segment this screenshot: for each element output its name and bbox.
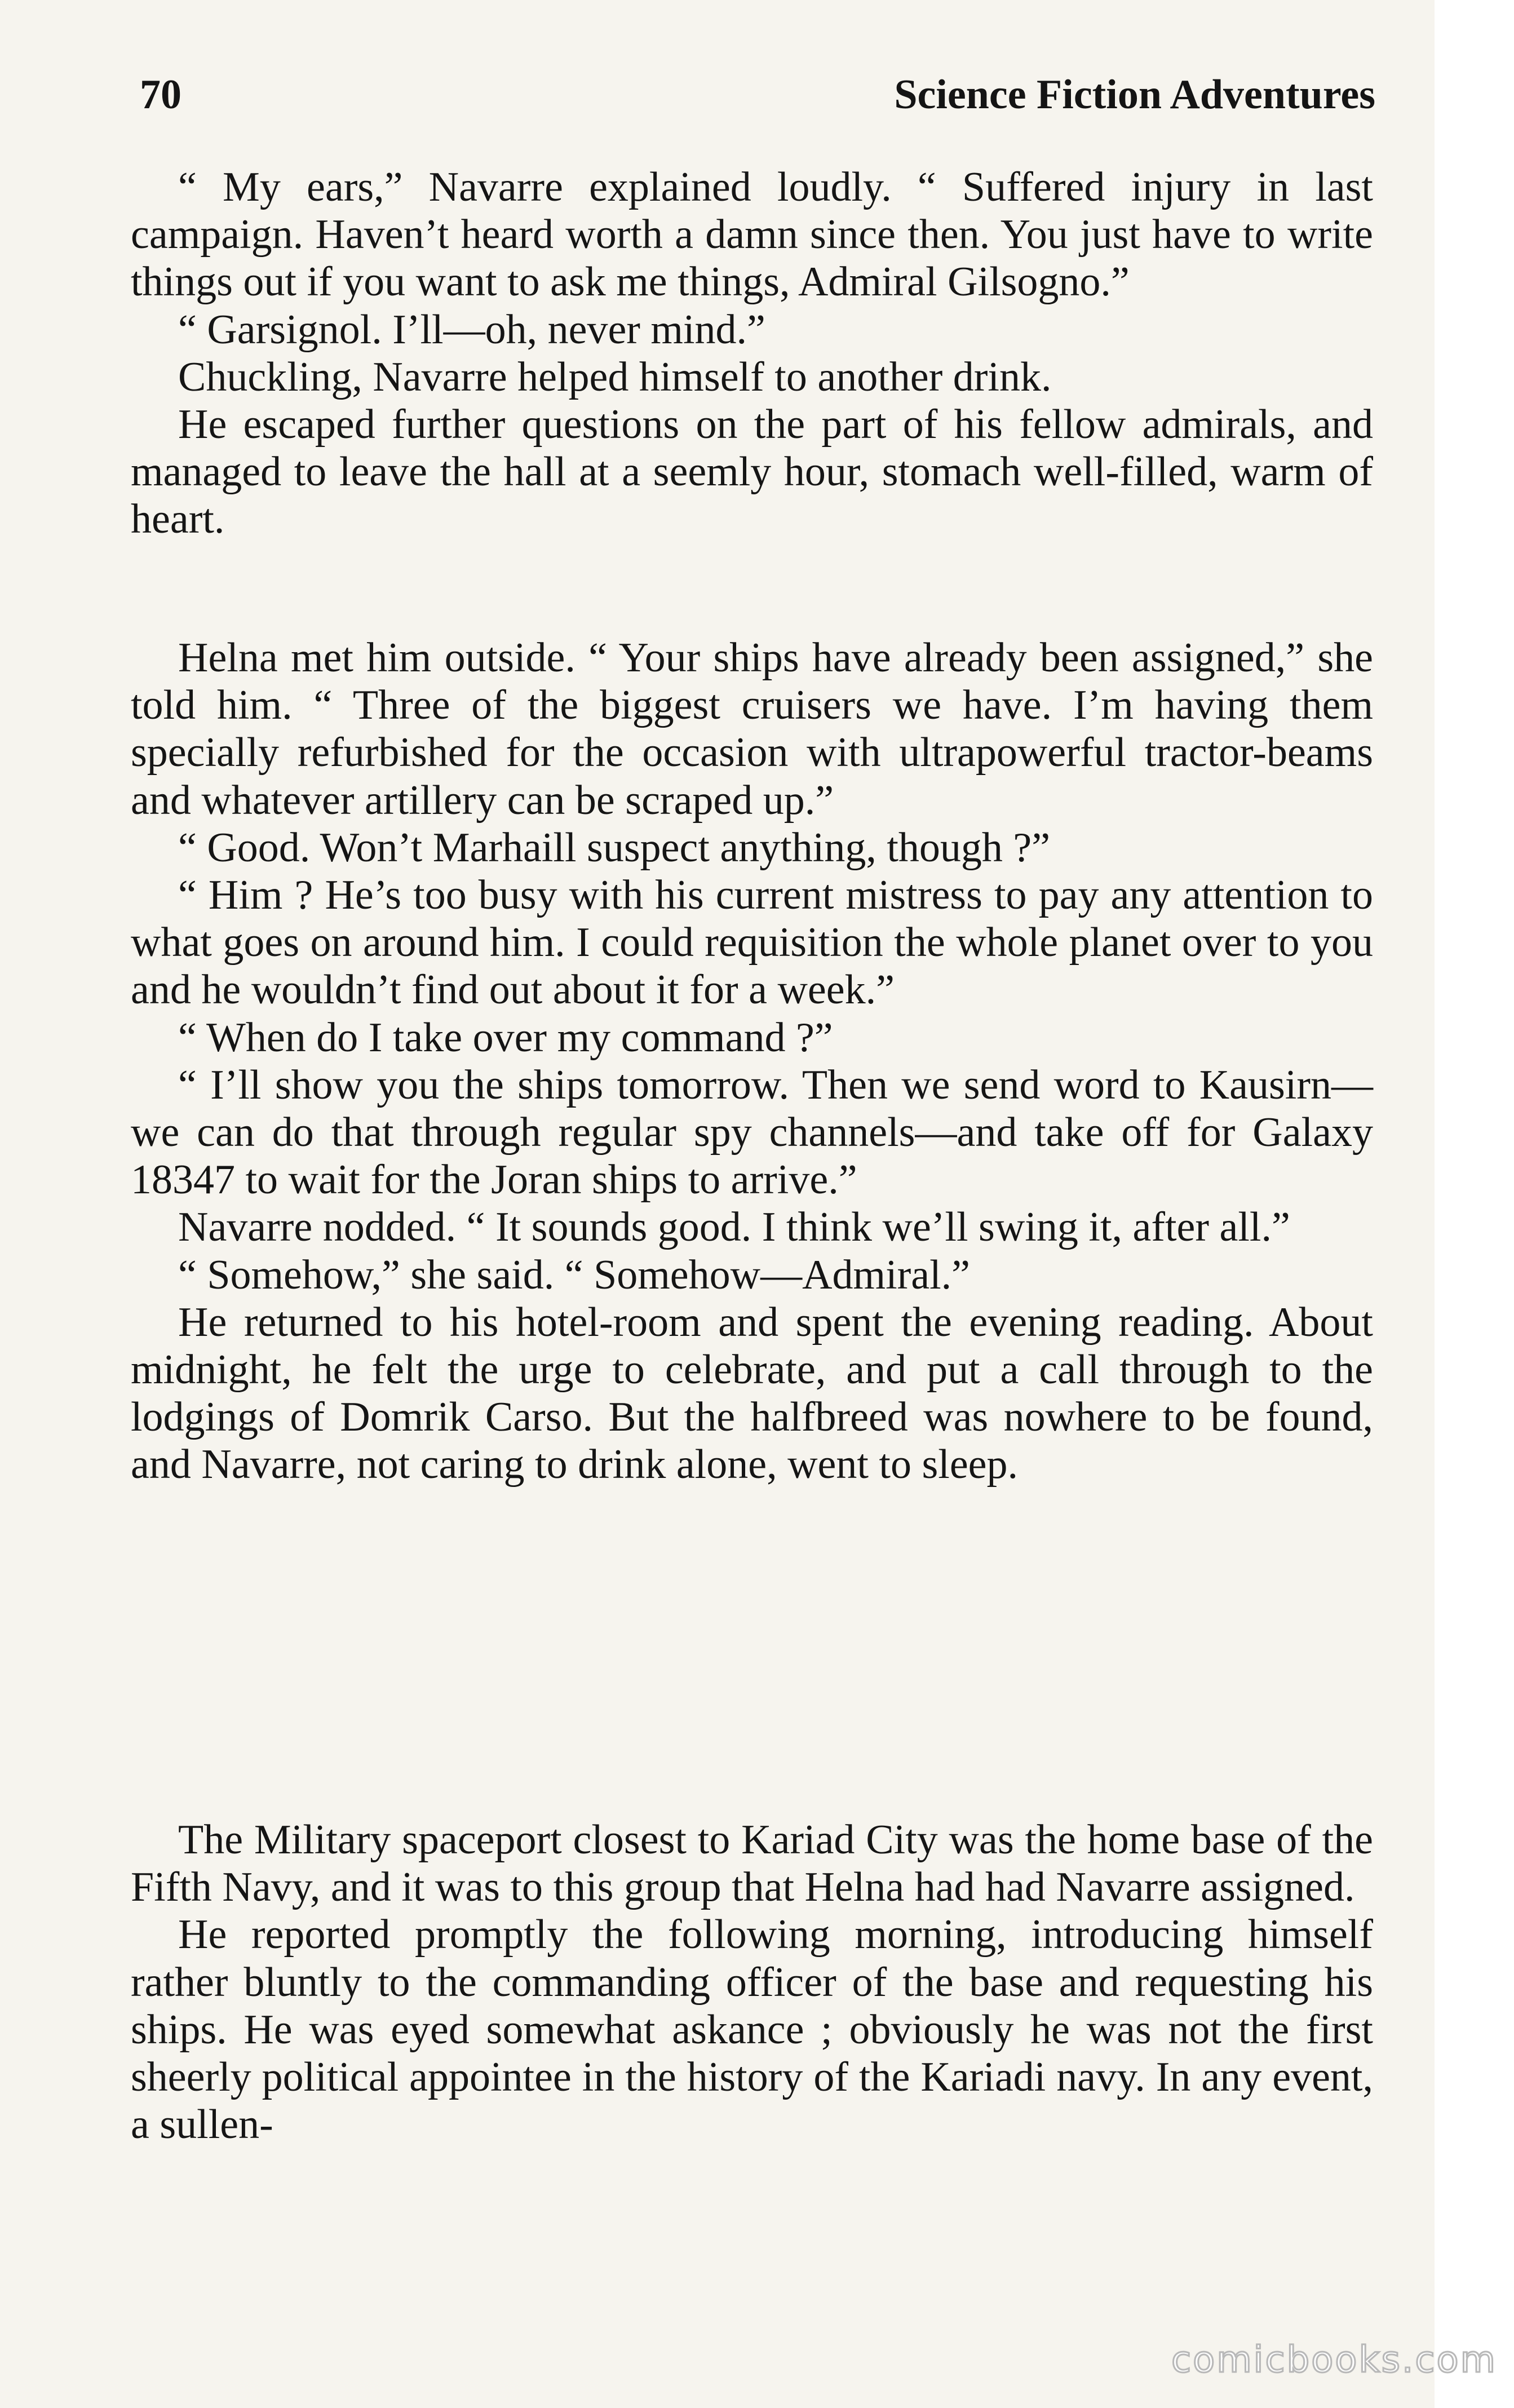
running-title: Science Fiction Adventures	[894, 72, 1375, 118]
paragraph: “ Somehow,” she said. “ Somehow—Admiral.”	[178, 1251, 971, 1298]
paragraph: “ My ears,” Navarre explained loudly. “ Suffered injury in last campaign. Haven’t heard worth a damn since then. You just have to write things out if you want to ask me things, Admiral Gilsogno.”	[131, 164, 1373, 306]
text-section-1	[131, 163, 1373, 543]
paragraph: “ Him ? He’s too busy with his current mistress to pay any attention to what goes on around him. I could requisition the whole planet over to you and he wouldn’t find out about it for a week.”	[131, 872, 1373, 1013]
paragraph: The Military spaceport closest to Kariad City was the home base of the Fifth Navy, and it was to this group that Helna had had Navarre assigned.	[131, 1817, 1373, 1911]
paragraph: He reported promptly the following morning, introducing himself rather bluntly to the commanding officer of the base and requesting his ships. He was eyed somewhat askance ; obviously he was not the first sheerly political appointee in the history of the Kariadi navy. In any event, a sullen-	[131, 1911, 1373, 2148]
paragraph: “ Garsignol. I’ll—oh, never mind.”	[178, 306, 765, 353]
paragraph: “ Good. Won’t Marhaill suspect anything, though ?”	[178, 824, 1051, 871]
page-header	[140, 67, 1375, 123]
paragraph: “ When do I take over my command ?”	[178, 1014, 833, 1061]
text-section-2	[131, 634, 1373, 1489]
paragraph: He escaped further questions on the part of his fellow admirals, and managed to leave the hall at a seemly hour, stomach well-filled, warm of heart.	[131, 401, 1373, 543]
text-section-3	[131, 1816, 1373, 2148]
paragraph: He returned to his hotel-room and spent the evening reading. About midnight, he felt the urge to celebrate, and put a call through to the lodgings of Domrik Carso. But the halfbreed was nowhere to be found, and Navarre, not caring to drink alone, went to sleep.	[131, 1299, 1373, 1488]
paragraph: Helna met him outside. “ Your ships have already been assigned,” she told him. “ Three of the biggest cruisers we have. I’m having them specially refurbished for the occasion with ultrapowerful tractor-beams and whatever artillery can be scraped up.”	[131, 635, 1373, 824]
watermark-logo: comicbooks.com	[1171, 2339, 1497, 2381]
page-gutter	[1435, 0, 1514, 2408]
paragraph: Chuckling, Navarre helped himself to another drink.	[178, 353, 1052, 400]
paragraph: “ I’ll show you the ships tomorrow. Then we send word to Kausirn—we can do that through regular spy channels—and take off for Galaxy 18347 to wait for the Joran ships to arrive.”	[131, 1061, 1373, 1203]
page-number: 70	[140, 72, 181, 118]
paragraph: Navarre nodded. “ It sounds good. I think we’ll swing it, after all.”	[178, 1204, 1290, 1251]
